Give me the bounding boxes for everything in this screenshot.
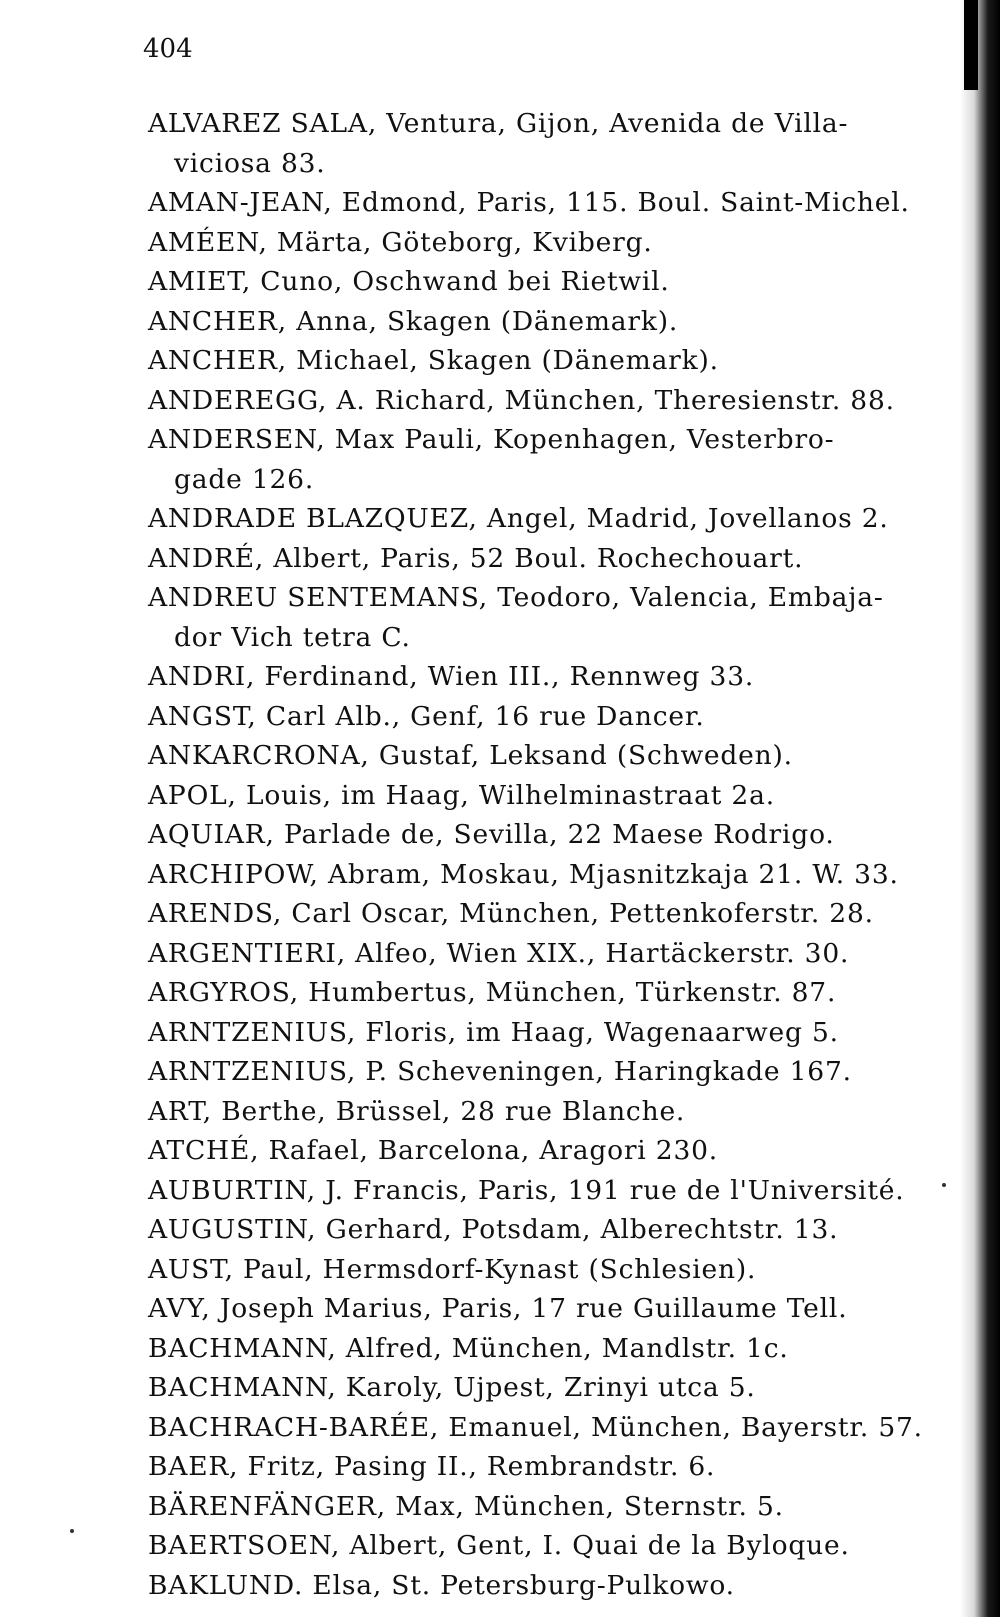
directory-entry: [148, 1250, 963, 1290]
entry-text: ANDRADE BLAZQUEZ, Angel, Madrid, Jovellanos 2.: [148, 503, 889, 534]
entry-text: AUGUSTIN, Gerhard, Potsdam, Alberechtstr. 13.: [148, 1214, 839, 1245]
entry-text: ANDRÉ, Albert, Paris, 52 Boul. Rochechouart.: [148, 542, 804, 574]
directory-entry: [148, 1526, 963, 1566]
directory-entry: [148, 855, 963, 895]
entry-text: BACHMANN, Karoly, Ujpest, Zrinyi utca 5.: [148, 1372, 756, 1403]
directory-entry: [148, 1487, 963, 1527]
directory-entry: [148, 104, 963, 183]
directory-entry: [148, 1566, 963, 1606]
directory-entry: [148, 894, 963, 934]
directory-entry: [148, 539, 963, 579]
entry-text: ANCHER, Michael, Skagen (Dänemark).: [148, 345, 719, 376]
directory-entry: [148, 1408, 963, 1448]
directory-entry: [148, 499, 963, 539]
directory-entry: [148, 1092, 963, 1132]
entry-text: ARNTZENIUS, Floris, im Haag, Wagenaarweg 5.: [148, 1016, 839, 1048]
entry-text: BÄRENFÄNGER, Max, München, Sternstr. 5.: [148, 1490, 784, 1522]
directory-entry: [148, 223, 963, 263]
entry-text: AVY, Joseph Marius, Paris, 17 rue Guillaume Tell.: [148, 1293, 848, 1324]
entry-text: ARGYROS, Humbertus, München, Türkenstr. 87.: [148, 977, 837, 1008]
directory-entry: [148, 736, 963, 776]
directory-entry: [148, 302, 963, 342]
entry-continuation: dor Vich tetra C.: [174, 621, 411, 653]
entry-text: ARGENTIERI, Alfeo, Wien XIX., Hartäckerstr. 30.: [148, 937, 850, 969]
entry-text: AMAN-JEAN, Edmond, Paris, 115. Boul. Saint-Michel.: [148, 187, 910, 218]
page-number: 404: [143, 34, 193, 64]
entry-text: ANGST, Carl Alb., Genf, 16 rue Dancer.: [148, 700, 705, 732]
entry-text: BACHMANN, Alfred, München, Mandlstr. 1c.: [148, 1332, 789, 1364]
directory-entry: [148, 1171, 963, 1211]
page-edge-shadow: [960, 0, 1000, 1617]
entry-text: ART, Berthe, Brüssel, 28 rue Blanche.: [148, 1095, 686, 1127]
directory-entry: [148, 1447, 963, 1487]
page-edge-dark-corner: [964, 0, 978, 90]
entry-text: APOL, Louis, im Haag, Wilhelminastraat 2a.: [148, 779, 775, 811]
entry-text: AMÉEN, Märta, Göteborg, Kviberg.: [148, 226, 653, 258]
directory-entry: [148, 1289, 963, 1329]
directory-entry: [148, 973, 963, 1013]
entry-text: AUBURTIN, J. Francis, Paris, 191 rue de l'Université.: [148, 1174, 905, 1206]
entry-text: AMIET, Cuno, Oschwand bei Rietwil.: [148, 266, 670, 297]
directory-entry: [148, 1013, 963, 1053]
directory-list: [148, 104, 963, 1605]
entry-text: BAERTSOEN, Albert, Gent, I. Quai de la Byloque.: [148, 1530, 850, 1561]
entry-text: ANDERSEN, Max Pauli, Kopenhagen, Vesterbro-: [148, 424, 835, 455]
entry-text: ALVAREZ SALA, Ventura, Gijon, Avenida de Villa-: [148, 108, 849, 139]
directory-entry: [148, 1329, 963, 1369]
entry-text: AQUIAR, Parlade de, Sevilla, 22 Maese Rodrigo.: [148, 819, 835, 850]
directory-entry: [148, 1368, 963, 1408]
directory-entry: [148, 1210, 963, 1250]
directory-entry: [148, 341, 963, 381]
directory-entry: [148, 934, 963, 974]
directory-entry: [148, 1052, 963, 1092]
entry-text: ARCHIPOW, Abram, Moskau, Mjasnitzkaja 21. W. 33.: [148, 858, 899, 890]
ink-speck: [70, 1529, 74, 1533]
entry-text: ANDREU SENTEMANS, Teodoro, Valencia, Embaja-: [148, 582, 884, 613]
directory-entry: [148, 578, 963, 657]
entry-text: BACHRACH-BARÉE, Emanuel, München, Bayerstr. 57.: [148, 1411, 923, 1443]
entry-text: BAER, Fritz, Pasing II., Rembrandstr. 6.: [148, 1451, 716, 1482]
directory-entry: [148, 381, 963, 421]
entry-text: BAKLUND. Elsa, St. Petersburg-Pulkowo.: [148, 1569, 735, 1601]
entry-text: ANDEREGG, A. Richard, München, Theresienstr. 88.: [148, 384, 895, 416]
entry-text: ARNTZENIUS, P. Scheveningen, Haringkade 167.: [148, 1056, 852, 1087]
directory-entry: [148, 420, 963, 499]
directory-entry: [148, 657, 963, 697]
directory-entry: [148, 776, 963, 816]
entry-text: ANKARCRONA, Gustaf, Leksand (Schweden).: [148, 740, 793, 771]
entry-text: ATCHÉ, Rafael, Barcelona, Aragori 230.: [148, 1135, 719, 1166]
directory-entry: [148, 815, 963, 855]
directory-entry: [148, 262, 963, 302]
entry-continuation: viciosa 83.: [174, 147, 326, 179]
entry-text: ANDRI, Ferdinand, Wien III., Rennweg 33.: [148, 661, 755, 692]
directory-entry: [148, 697, 963, 737]
entry-text: AUST, Paul, Hermsdorf-Kynast (Schlesien).: [148, 1253, 757, 1285]
entry-continuation: gade 126.: [174, 463, 315, 495]
ink-speck: [942, 1183, 946, 1187]
entry-text: ANCHER, Anna, Skagen (Dänemark).: [148, 305, 679, 337]
entry-text: ARENDS, Carl Oscar, München, Pettenkoferstr. 28.: [148, 898, 874, 929]
directory-entry: [148, 1131, 963, 1171]
directory-entry: [148, 183, 963, 223]
